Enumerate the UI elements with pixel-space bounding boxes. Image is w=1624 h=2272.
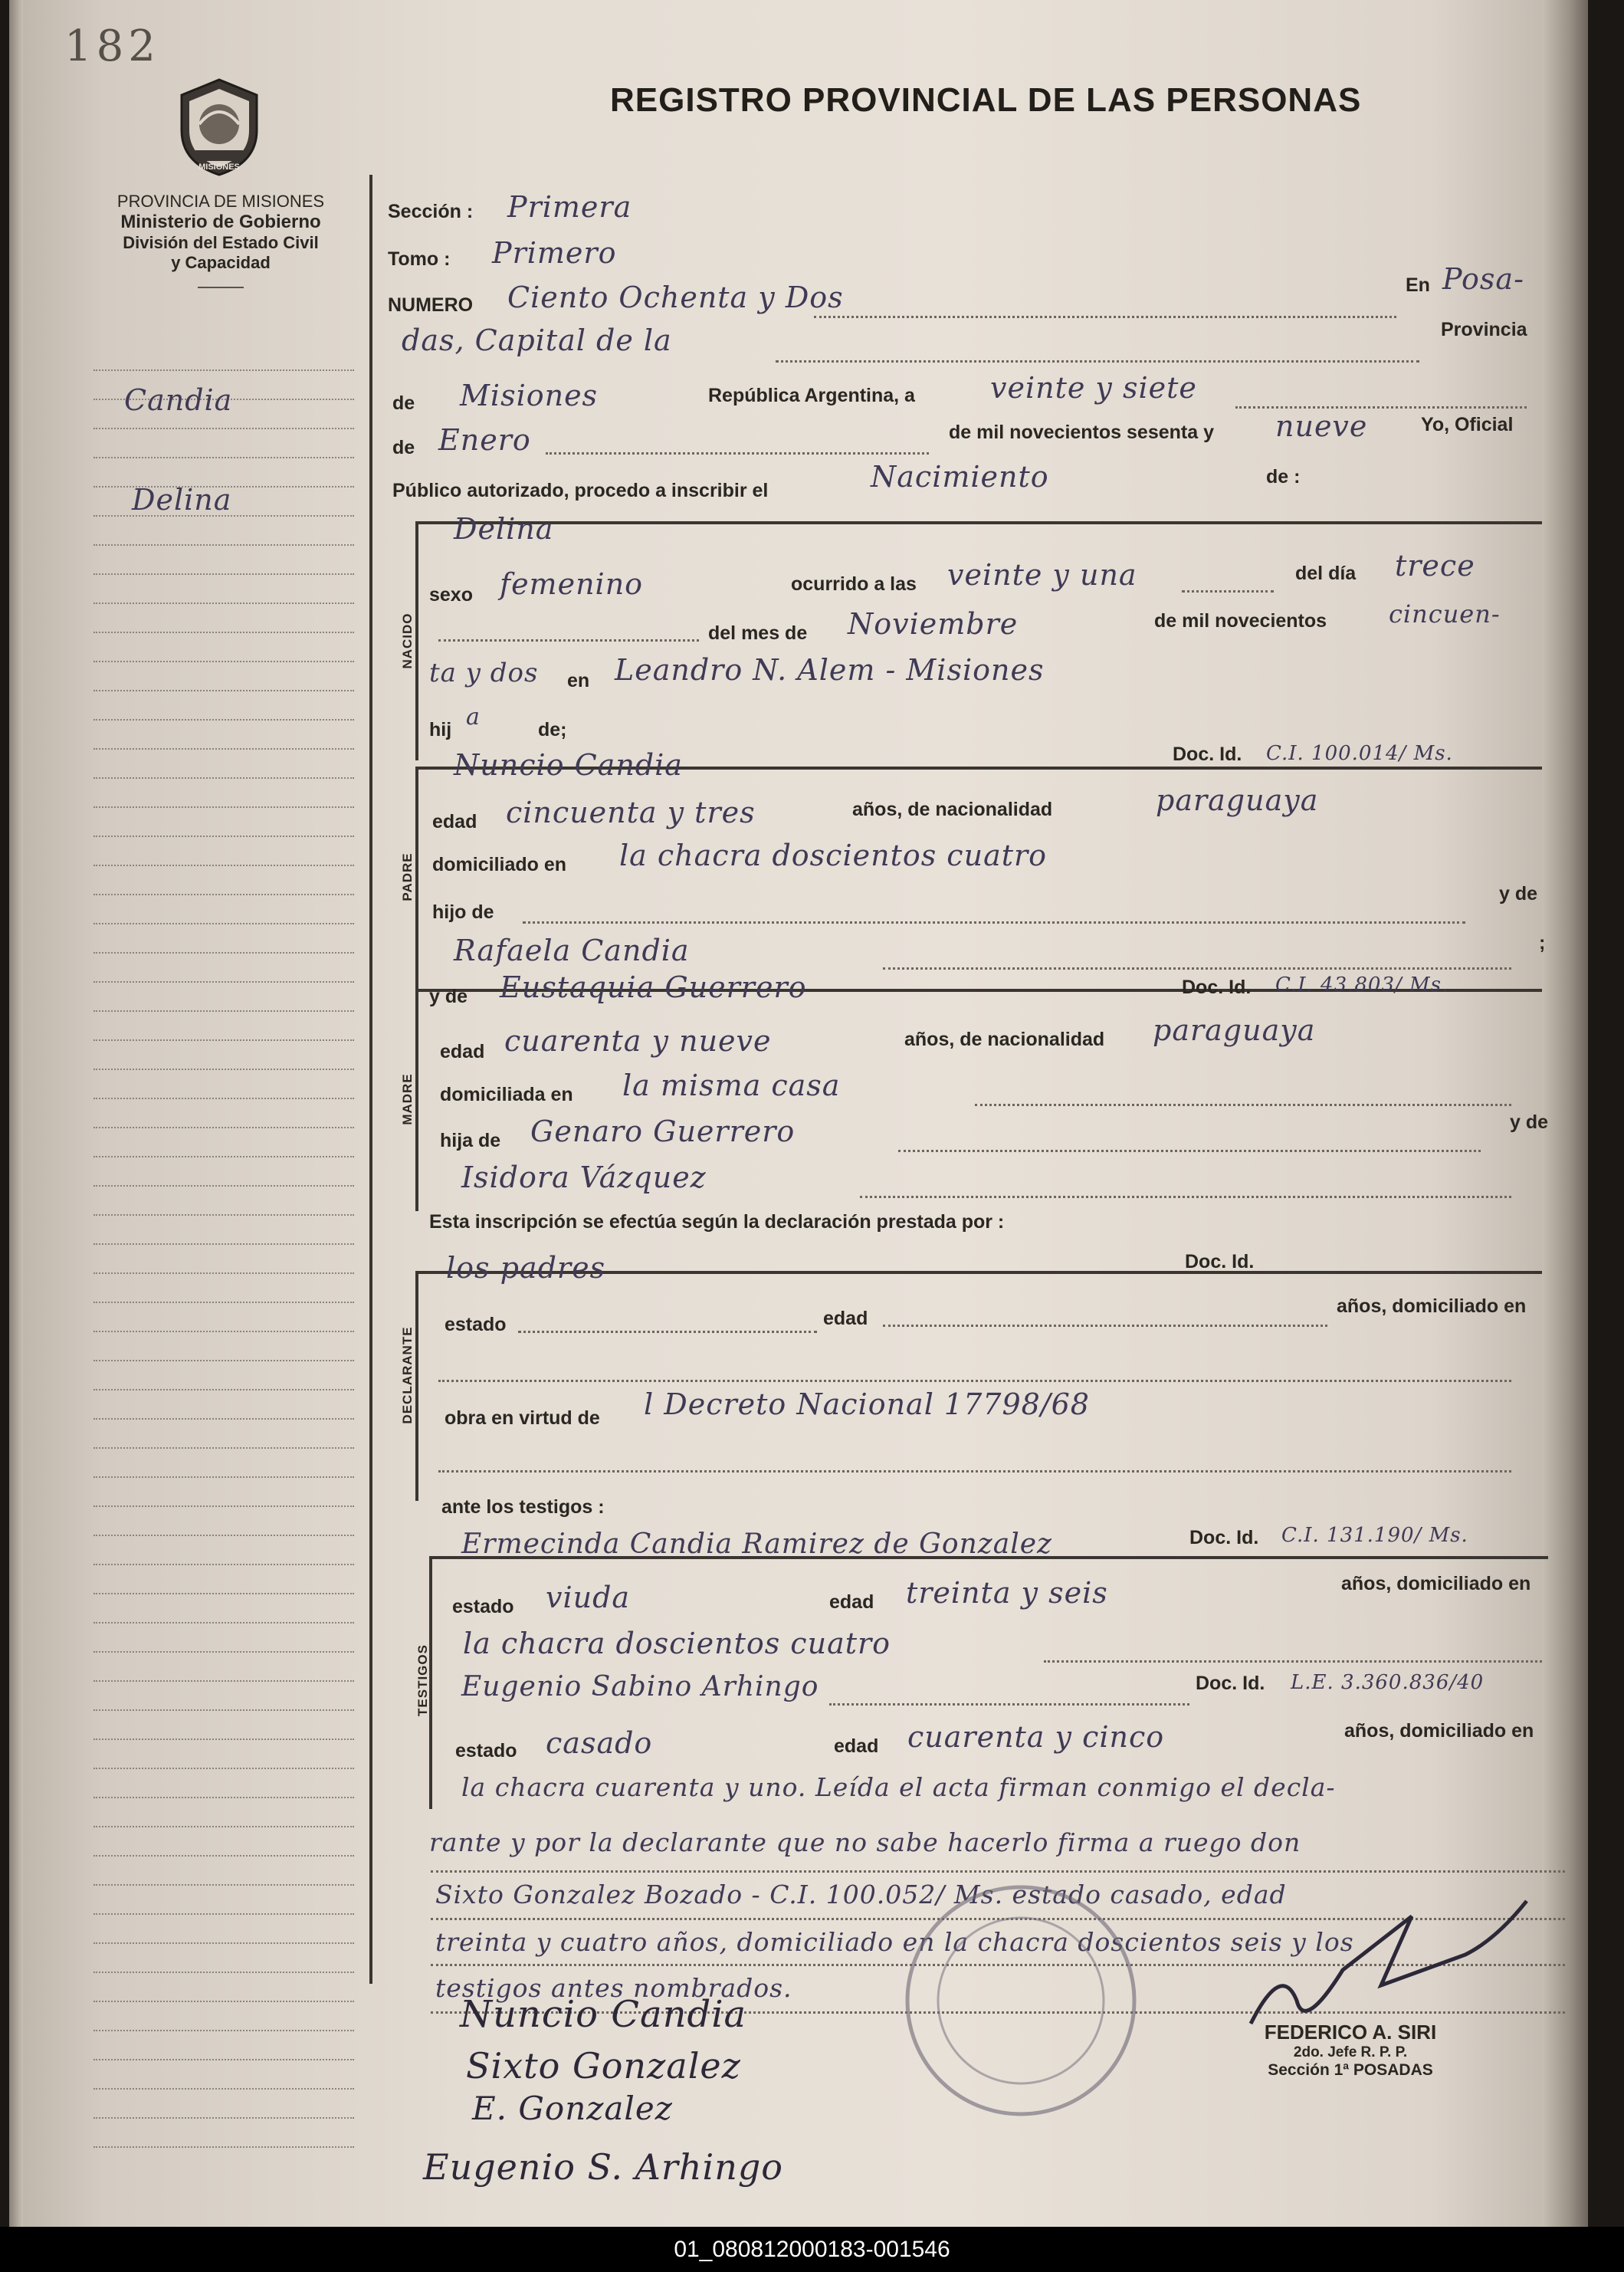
oficial-label: Yo, Oficial bbox=[1421, 414, 1514, 435]
page-number: 182 bbox=[64, 21, 160, 71]
margin-surname: Candia bbox=[124, 383, 233, 417]
day-value: veinte y siete bbox=[990, 371, 1197, 405]
year-value: nueve bbox=[1275, 409, 1368, 443]
signature-4: Eugenio S. Arhingo bbox=[423, 2146, 783, 2188]
hour-value: veinte y una bbox=[947, 558, 1137, 592]
office-division: División del Estado Civil bbox=[123, 233, 319, 252]
madre-hija-label: hija de bbox=[440, 1130, 501, 1151]
day-born-value: trece bbox=[1395, 549, 1475, 583]
numero-value: Ciento Ochenta y Dos bbox=[507, 281, 844, 314]
testigo2-anos-label: años, domiciliado en bbox=[1344, 1720, 1534, 1742]
madre-doc-value: C.I. 43.803/ Ms. bbox=[1275, 973, 1449, 996]
declarante-anos-label: años, domiciliado en bbox=[1337, 1295, 1527, 1317]
margin-border bbox=[369, 175, 372, 1984]
testigo1-edad-value: treinta y seis bbox=[906, 1576, 1108, 1610]
madre-mother-value: Isidora Vázquez bbox=[461, 1161, 707, 1194]
year-born-value2: ta y dos bbox=[429, 658, 539, 688]
testigo2-estado-label: estado bbox=[455, 1740, 517, 1761]
place-value: Leandro N. Alem - Misiones bbox=[615, 653, 1045, 687]
sexo-value: femenino bbox=[500, 567, 644, 601]
seal-text: MISIONES bbox=[198, 163, 240, 172]
office-capacity: y Capacidad bbox=[171, 253, 271, 272]
signature-1: Nuncio Candia bbox=[460, 1993, 747, 2036]
city-value: das, Capital de la bbox=[402, 323, 672, 357]
testigo1-dom-value: la chacra doscientos cuatro bbox=[463, 1627, 891, 1660]
dia-label: del día bbox=[1295, 563, 1357, 584]
madre-edad-value: cuarenta y nueve bbox=[504, 1024, 772, 1058]
nacido-top-rule bbox=[415, 521, 1542, 524]
padre-nac-label: años, de nacionalidad bbox=[852, 799, 1053, 820]
book-spine bbox=[9, 0, 23, 2227]
madre-yde2-label: y de bbox=[1510, 1111, 1549, 1133]
signature-2: Sixto Gonzalez bbox=[466, 2045, 741, 2086]
madre-father-value: Genaro Guerrero bbox=[530, 1115, 796, 1148]
padre-dom-value: la chacra doscientos cuatro bbox=[619, 839, 1048, 872]
madre-doc-label: Doc. Id. bbox=[1182, 977, 1252, 998]
de-label: de bbox=[392, 392, 415, 414]
testigo1-anos-label: años, domiciliado en bbox=[1341, 1573, 1531, 1594]
de3-label: de : bbox=[1266, 466, 1301, 488]
province-value: Misiones bbox=[460, 379, 599, 412]
padre-semicolon: ; bbox=[1539, 932, 1546, 954]
hij-value: a bbox=[466, 704, 481, 731]
image-id-footer: 01_080812000183-001546 bbox=[0, 2227, 1624, 2272]
madre-dom-label: domiciliada en bbox=[440, 1084, 573, 1105]
official-title: 2do. Jefe R. P. P. bbox=[1293, 2044, 1408, 2060]
closing-line-4: testigos antes nombrados. bbox=[435, 1973, 792, 2003]
declarante-estado-label: estado bbox=[445, 1314, 507, 1335]
madre-border bbox=[415, 989, 418, 1211]
section-madre: MADRE bbox=[400, 1073, 415, 1125]
seccion-label: Sección : bbox=[388, 201, 474, 222]
padre-edad-label: edad bbox=[432, 811, 477, 832]
padre-name: Nuncio Candia bbox=[454, 748, 683, 782]
closing-line-3: treinta y cuatro años, domiciliado en la chacra doscientos seis y los bbox=[435, 1927, 1354, 1957]
registry-stamp-icon bbox=[891, 1878, 1151, 2123]
page-edge bbox=[1542, 0, 1588, 2227]
en-label: En bbox=[1406, 274, 1430, 296]
testigo2-doc-label: Doc. Id. bbox=[1196, 1673, 1265, 1694]
testigos-intro: ante los testigos : bbox=[441, 1496, 605, 1518]
nacido-border bbox=[415, 521, 418, 760]
closing-line-1: rante y por la declarante que no sabe hacerlo firma a ruego don bbox=[429, 1827, 1301, 1857]
official-block bbox=[1205, 2021, 1496, 2080]
section-nacido: NACIDO bbox=[400, 612, 415, 669]
testigo2-edad-label: edad bbox=[834, 1735, 879, 1757]
testigo1-estado-value: viuda bbox=[546, 1581, 631, 1614]
testigo1-doc-value: C.I. 131.190/ Ms. bbox=[1281, 1524, 1468, 1547]
office-ministry: Ministerio de Gobierno bbox=[120, 212, 321, 232]
nacido-name: Delina bbox=[454, 512, 554, 546]
testigo1-name: Ermecinda Candia Ramirez de Gonzalez bbox=[461, 1528, 1052, 1560]
seccion-value: Primera bbox=[507, 190, 632, 224]
section-declarante: DECLARANTE bbox=[400, 1326, 415, 1424]
declarante-name: los padres bbox=[446, 1251, 606, 1285]
padre-hijo-label: hijo de bbox=[432, 901, 494, 923]
publico-label: Público autorizado, procedo a inscribir el bbox=[392, 480, 769, 501]
page-title: REGISTRO PROVINCIAL DE LAS PERSONAS bbox=[610, 81, 1362, 119]
padre-border bbox=[415, 767, 418, 989]
obra-value: l Decreto Nacional 17798/68 bbox=[644, 1387, 1090, 1421]
provincia-label: Provincia bbox=[1441, 319, 1527, 340]
declarante-border bbox=[415, 1271, 418, 1501]
padre-nac-value: paraguaya bbox=[1156, 783, 1319, 817]
office-province: PROVINCIA DE MISIONES bbox=[116, 192, 325, 211]
testigo2-edad-value: cuarenta y cinco bbox=[907, 1720, 1165, 1754]
testigo1-edad-label: edad bbox=[829, 1591, 874, 1613]
act-value: Nacimiento bbox=[871, 460, 1049, 494]
declarante-intro: Esta inscripción se efectúa según la declaración prestada por : bbox=[429, 1211, 1005, 1233]
madre-yde-label: y de bbox=[429, 986, 468, 1007]
padre-parent-value: Rafaela Candia bbox=[454, 934, 690, 967]
testigo2-dom-value: la chacra cuarenta y uno. Leída el acta firman conmigo el decla- bbox=[461, 1772, 1336, 1802]
padre-dom-label: domiciliado en bbox=[432, 854, 567, 875]
month-born-value: Noviembre bbox=[848, 607, 1019, 641]
section-padre: PADRE bbox=[400, 852, 415, 901]
margin-given-name: Delina bbox=[132, 483, 232, 517]
numero-label: NUMERO bbox=[388, 294, 474, 316]
year-label: de mil novecientos sesenta y bbox=[949, 422, 1214, 443]
padre-doc-value: C.I. 100.014/ Ms. bbox=[1266, 742, 1453, 765]
madre-nac-label: años, de nacionalidad bbox=[904, 1029, 1105, 1050]
testigo2-doc-value: L.E. 3.360.836/40 bbox=[1291, 1671, 1485, 1694]
testigo1-estado-label: estado bbox=[452, 1596, 514, 1617]
official-name: FEDERICO A. SIRI bbox=[1264, 2021, 1437, 2044]
padre-edad-value: cincuenta y tres bbox=[506, 796, 756, 829]
section-testigos: TESTIGOS bbox=[415, 1644, 430, 1716]
de2-label: de bbox=[392, 437, 415, 458]
ocurrido-label: ocurrido a las bbox=[791, 573, 917, 595]
en-born-label: en bbox=[567, 670, 590, 691]
republica-label: República Argentina, a bbox=[708, 385, 915, 406]
padre-doc-label: Doc. Id. bbox=[1173, 744, 1242, 765]
madre-edad-label: edad bbox=[440, 1041, 485, 1062]
madre-nac-value: paraguaya bbox=[1153, 1013, 1316, 1047]
declarante-edad-label: edad bbox=[823, 1308, 868, 1329]
official-section: Sección 1ª POSADAS bbox=[1268, 2061, 1433, 2079]
register-sheet bbox=[9, 0, 1588, 2227]
madre-name: Eustaquia Guerrero bbox=[500, 970, 807, 1004]
hij-label: hij bbox=[429, 719, 452, 740]
year-born-value: cincuen- bbox=[1389, 599, 1501, 629]
testigo2-name: Eugenio Sabino Arhingo bbox=[461, 1671, 819, 1702]
hij-de-label: de; bbox=[538, 719, 567, 740]
testigo2-estado-value: casado bbox=[546, 1726, 653, 1760]
month-value: Enero bbox=[438, 423, 531, 457]
madre-dom-value: la misma casa bbox=[622, 1069, 841, 1102]
signature-3: E. Gonzalez bbox=[472, 2090, 673, 2127]
tomo-value: Primero bbox=[492, 236, 617, 270]
office-block bbox=[83, 192, 359, 288]
sexo-label: sexo bbox=[429, 584, 473, 606]
obra-label: obra en virtud de bbox=[445, 1407, 600, 1429]
padre-yde-label: y de bbox=[1499, 883, 1538, 905]
en-value: Posa- bbox=[1442, 262, 1524, 296]
testigo1-doc-label: Doc. Id. bbox=[1189, 1527, 1259, 1548]
closing-line-2: Sixto Gonzalez Bozado - C.I. 100.052/ Ms. estado casado, edad bbox=[435, 1880, 1287, 1909]
mil-label: de mil novecientos bbox=[1154, 610, 1327, 632]
tomo-label: Tomo : bbox=[388, 248, 451, 270]
declarante-doc-label: Doc. Id. bbox=[1185, 1251, 1255, 1272]
mes-label: del mes de bbox=[708, 622, 808, 644]
